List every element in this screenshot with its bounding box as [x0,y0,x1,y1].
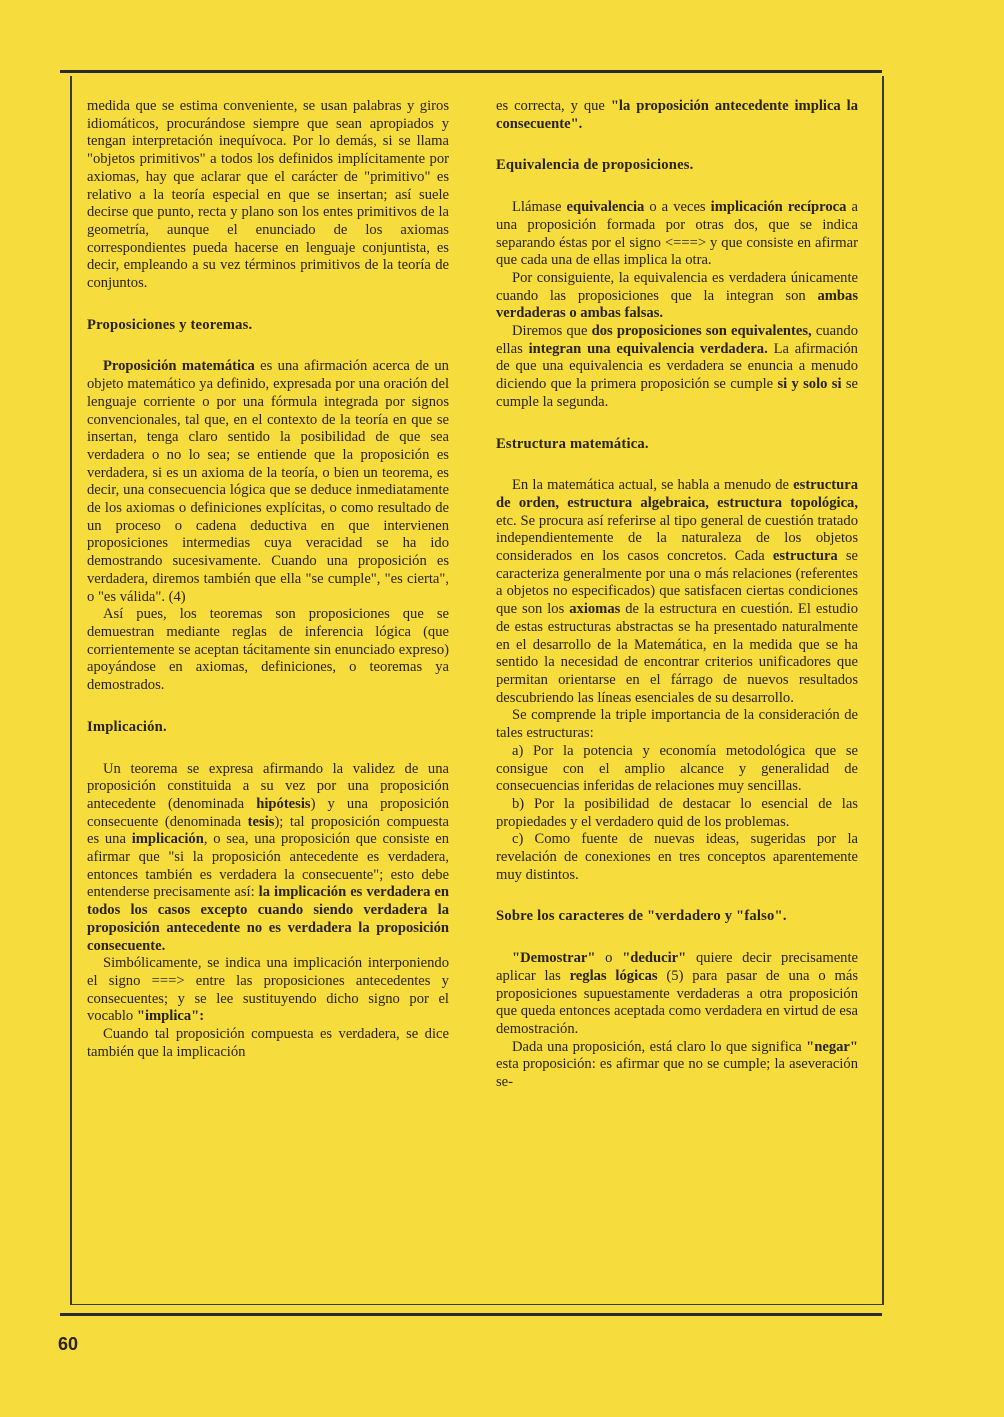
section-heading-proposiciones: Proposiciones y teoremas. [87,316,253,333]
paragraph: Un teorema se expresa afirmando la validez de una proposición constituida a su vez por una proposición antecedente (denominada hipótesis) y una proposición consecuente (denominada tesis); tal proposición compuesta es una implicación, o sea, una proposición que consiste en afirmar que "si la proposición antecedente es verdadera, entonces también es verdadera la consecuente"; esto debe entenderse precisamente así: la implicación es verdadera en todos los casos excepto cuando siendo verdadera la proposición antecedente no es verdadera la proposición consecuente. [87,760,450,954]
section-heading-estructura: Estructura matemática. [496,435,649,452]
paragraph: Así pues, los teoremas son proposiciones que se demuestran mediante reglas de inferencia lógica (que corrientemente se aceptan tácitamente sin enunciado expreso) apoyándose en axiomas, definiciones, o teoremas ya demostrados. [87,606,449,694]
paragraph: medida que se estima conveniente, se usan palabras y giros idiomáticos, procurándose siempre que sean apropiados y tengan interpretación inequívoca. Por lo demás, si se llama "objetos primitivos" a todos los definidos implícitamente por axiomas, hay que aclarar que el carácter de "primitivo" es relativo a la teoría especial en que se insertan; así suele decirse que punto, recta y plano son los entes primitivos de la geometría, aunque el enunciado de los axiomas correspondientes pueda hacerse en lenguaje conjuntista, es decir, empleando a su vez términos primitivos de la teoría de conjuntos. [87,98,449,292]
section-heading-implicacion: Implicación. [87,718,167,735]
paragraph: Por consiguiente, la equivalencia es verdadera únicamente cuando las proposiciones que la integran son ambas verdaderas o ambas falsas. [496,269,858,322]
paragraph: Diremos que dos proposiciones son equivalentes, cuando ellas integran una equivalencia verdadera. La afirmación de que una equivalencia es verdadera se enuncia a menudo diciendo que la primera proposición se cumple si y solo si se cumple la segunda. [496,323,858,410]
page-number: 60 [58,1334,79,1354]
paragraph: Cuando tal proposición compuesta es verdadera, se dice también que la implicación [87,1026,449,1060]
paragraph: Proposición matemática es una afirmación acerca de un objeto matemático ya definido, expresada por una oración del lenguaje corriente o por una fórmula integrada por signos convencionales, tal que, en el contexto de la teoría en que se insertan, tenga claro sentido la posibilidad de que sea verdadera o no lo sea; se entiende que la proposición es verdadera, si es un axioma de la teoría, o bien un teorema, es decir, una consecuencia lógica que se deduce inmediatamente de los axiomas o definiciones explícitas, o como resultado de un proceso o cadena deductiva en que intervienen proposiciones intermedias cuya veracidad se ha ido demostrando sucesivamente. Cuando una proposición es verdadera, diremos también que ella "se cumple", "es cierta", o "es válida". (4) [87,358,449,605]
list-item: a) Por la potencia y economía metodológica que se consigue con el amplio alcance y generalidad de consecuencias inferidas de relaciones muy sencillas. [496,742,858,795]
paragraph: Dada una proposición, está claro lo que significa "negar" esta proposición: es afirmar que no se cumple; la aseveración se- [496,1038,858,1091]
section-heading-caracteres: Sobre los caracteres de "verdadero y "falso". [496,908,787,925]
paragraph: Se comprende la triple importancia de la consideración de tales estructuras: [496,707,858,742]
paragraph: En la matemática actual, se habla a menudo de estructura de orden, estructura algebraica, estructura topológica, etc. Se procura así referirse al tipo general de cuestión tratado independientemente de la naturaleza de los objetos considerados en los casos concretos. Cada estructura se caracteriza generalmente por una o más relaciones (referentes a objetos no especificados) que satisfacen ciertas condiciones que son los axiomas de la estructura en cuestión. El estudio de estas estructuras abstractas se ha presentado naturalmente en el desarrollo de la Matemática, en la medida que se ha sentido la necesidad de encontrar criterios unificadores que permitan orientarse en el fárrago de nuevos resultados descubriendo las líneas esenciales de su desarrollo. [496,477,858,706]
paragraph: "Demostrar" o "deducir" quiere decir precisamente aplicar las reglas lógicas (5) para pasar de una o más proposiciones supuestamente verdaderas a otra proposición que queda entonces aceptada como verdadera en virtud de esa demostración. [496,950,859,1037]
paragraph: Simbólicamente, se indica una implicación interponiendo el signo ===> entre las proposiciones antecedentes y consecuentes; y se lee sustituyendo dicho signo por el vocablo "implica": [87,955,449,1025]
list-item: b) Por la posibilidad de destacar lo esencial de las propiedades y el verdadero quid de los problemas. [496,795,858,830]
paragraph: Llámase equivalencia o a veces implicación recíproca a una proposición formada por otras dos, que se indica separando éstas por el signo <===> y que consiste en afirmar que cada una de ellas implica la otra. [496,199,858,269]
section-heading-equivalencia: Equivalencia de proposiciones. [496,157,694,174]
paragraph: es correcta, y que "la proposición antecedente implica la consecuente". [496,98,858,132]
list-item: c) Como fuente de nuevas ideas, sugeridas por la revelación de conexiones en tres conceptos aparentemente muy distintos. [496,831,858,883]
right-column [496,98,858,1092]
left-column [87,98,449,1061]
